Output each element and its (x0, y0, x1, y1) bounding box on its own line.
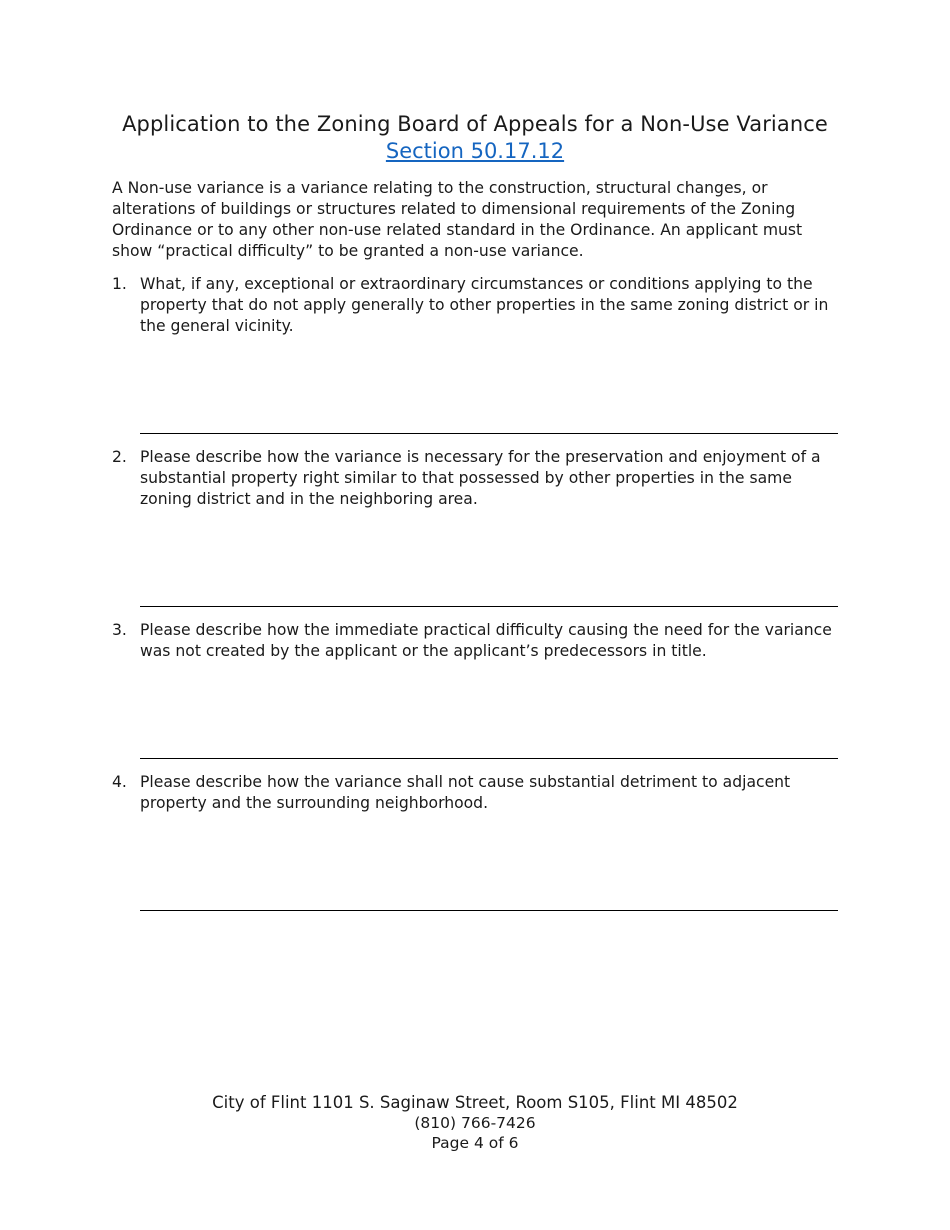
question-1 (112, 274, 842, 337)
intro-paragraph: A Non-use variance is a variance relating to the construction, structural changes, or alterations of buildings or structures related to dimensional requirements of the Zoning Ordinance or to any other non-use related standard in the Ordinance. An applicant must show “practical difficulty” to be granted a non-use variance. (112, 179, 803, 260)
section-link-wrapper (0, 138, 950, 165)
question-number: 4. (112, 773, 127, 791)
page-title: Application to the Zoning Board of Appeals for a Non-Use Variance (122, 112, 828, 136)
footer-address: City of Flint 1101 S. Saginaw Street, Room S105, Flint MI 48502 (212, 1093, 738, 1112)
answer-line-4[interactable] (140, 910, 838, 911)
answer-line-1[interactable] (140, 433, 838, 434)
answer-line-2[interactable] (140, 606, 838, 607)
answer-line-3[interactable] (140, 758, 838, 759)
question-3 (112, 620, 842, 662)
question-text: Please describe how the variance shall not cause substantial detriment to adjacent property and the surrounding neighborhood. (140, 773, 791, 812)
question-4 (112, 772, 842, 814)
question-text: What, if any, exceptional or extraordinary circumstances or conditions applying to the property that do not apply generally to other properties in the same zoning district or in the general vicinity. (140, 275, 829, 335)
footer-page-number: Page 4 of 6 (431, 1134, 519, 1152)
question-text: Please describe how the variance is necessary for the preservation and enjoyment of a substantial property right similar to that possessed by other properties in the same zoning district and in the neighboring area. (140, 448, 821, 508)
question-number: 3. (112, 621, 127, 639)
question-number: 2. (112, 448, 127, 466)
section-link[interactable]: Section 50.17.12 (385, 139, 565, 163)
question-number: 1. (112, 275, 127, 293)
footer-phone: (810) 766-7426 (414, 1114, 536, 1132)
question-text: Please describe how the immediate practical difficulty causing the need for the variance was not created by the applicant or the applicant’s predecessors in title. (140, 621, 832, 660)
question-2 (112, 447, 842, 510)
